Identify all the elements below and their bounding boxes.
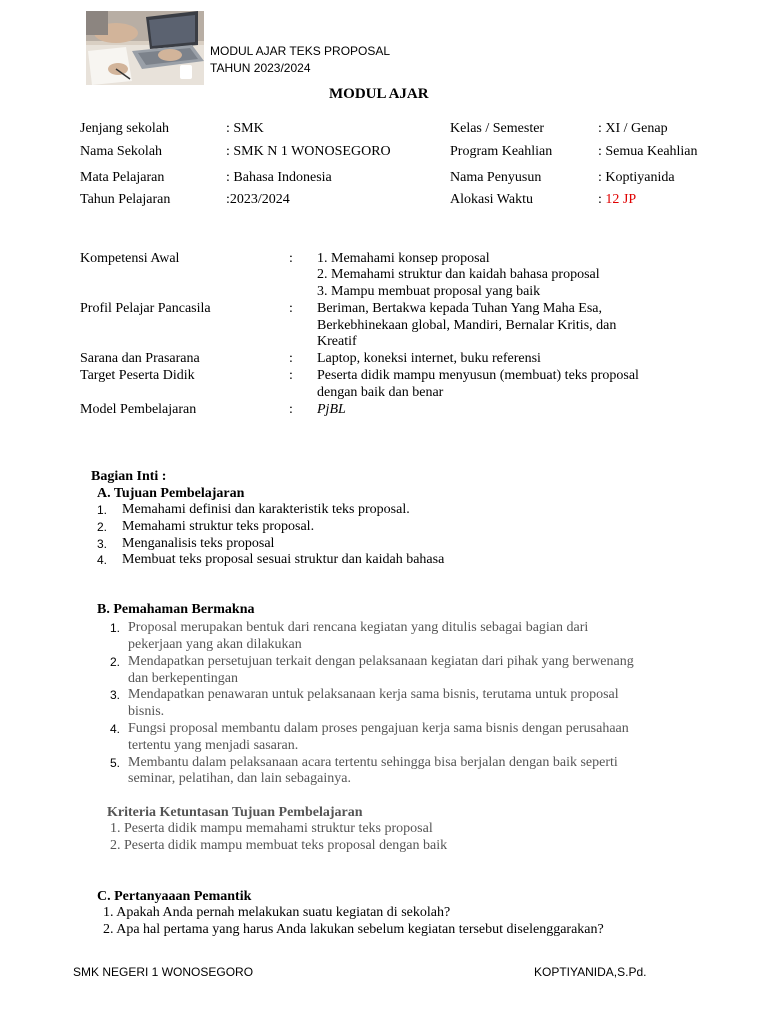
colon: : <box>289 251 293 266</box>
colon: : <box>289 351 293 366</box>
kompetensi-item: 2. Memahami struktur dan kaidah bahasa proposal <box>317 267 600 282</box>
model-label: Model Pembelajaran <box>80 402 197 417</box>
info-label: Program Keahlian <box>450 144 553 159</box>
kriteria-item: 2. Peserta didik mampu membuat teks proposal dengan baik <box>110 838 448 853</box>
list-number: 4. <box>97 553 108 567</box>
info-label: Mata Pelajaran <box>80 170 165 185</box>
kriteria-item: 1. Peserta didik mampu memahami struktur teks proposal <box>110 821 433 836</box>
info-label: Nama Sekolah <box>80 144 163 159</box>
target-line: dengan baik dan benar <box>317 385 444 400</box>
tujuan-item: Memahami struktur teks proposal. <box>122 519 315 534</box>
document-title: MODUL AJAR <box>329 86 429 102</box>
header-line-1: MODUL AJAR TEKS PROPOSAL <box>210 44 391 58</box>
pemahaman-item-line: tertentu yang menjadi sasaran. <box>128 738 299 753</box>
list-number: 2. <box>97 520 108 534</box>
profil-line: Berkebhinekaan global, Mandiri, Bernalar Kritis, dan <box>317 318 617 333</box>
list-number: 4. <box>110 722 121 736</box>
pemahaman-item-line: Proposal merupakan bentuk dari rencana kegiatan yang ditulis sebagai bagian dari <box>128 620 589 635</box>
sarana-value: Laptop, koneksi internet, buku referensi <box>317 351 541 366</box>
header-photo <box>86 11 204 85</box>
colon: : <box>289 402 293 417</box>
list-number: 2. <box>110 655 121 669</box>
footer-school: SMK NEGERI 1 WONOSEGORO <box>73 965 254 979</box>
pemahaman-item-line: seminar, pelatihan, dan lain sebagainya. <box>128 771 351 786</box>
profil-label: Profil Pelajar Pancasila <box>80 301 211 316</box>
pemahaman-item-line: Mendapatkan penawaran untuk pelaksanaan kerja sama bisnis, terutama untuk proposal <box>128 687 619 702</box>
info-label: Jenjang sekolah <box>80 121 170 136</box>
laptop-photo-illustration <box>86 11 204 85</box>
pemahaman-item-line: Fungsi proposal membantu dalam proses pengajuan kerja sama bisnis dengan perusahaan <box>128 721 629 736</box>
list-number: 1. <box>110 621 121 635</box>
pemahaman-item-line: bisnis. <box>128 704 165 719</box>
tujuan-item: Memahami definisi dan karakteristik teks proposal. <box>122 502 410 517</box>
bagian-inti-heading: Bagian Inti : <box>91 469 167 484</box>
header-line-2: TAHUN 2023/2024 <box>210 61 311 75</box>
info-label: Kelas / Semester <box>450 121 545 136</box>
pemahaman-item-line: dan berkepentingan <box>128 671 239 686</box>
colon: : <box>289 301 293 316</box>
tujuan-item: Membuat teks proposal sesuai struktur dan kaidah bahasa <box>122 552 445 567</box>
tujuan-item: Menganalisis teks proposal <box>122 536 275 551</box>
info-label: Tahun Pelajaran <box>80 192 171 207</box>
info-value: : Semua Keahlian <box>598 144 698 159</box>
list-number: 3. <box>97 537 108 551</box>
time-allocation: 12 JP <box>605 192 637 207</box>
target-label: Target Peserta Didik <box>80 368 195 383</box>
target-line: Peserta didik mampu menyusun (membuat) teks proposal <box>317 368 639 383</box>
info-value: : SMK <box>226 121 264 136</box>
info-value: :2023/2024 <box>226 192 290 207</box>
pemahaman-heading: B. Pemahaman Bermakna <box>97 602 255 617</box>
profil-line: Kreatif <box>317 334 357 349</box>
kriteria-heading: Kriteria Ketuntasan Tujuan Pembelajaran <box>107 805 363 820</box>
profil-line: Beriman, Bertakwa kepada Tuhan Yang Maha Esa, <box>317 301 603 316</box>
list-number: 1. <box>97 503 108 517</box>
colon: : <box>289 368 293 383</box>
info-value-time <box>598 192 636 208</box>
info-label: Alokasi Waktu <box>450 192 533 207</box>
pertanyaan-item: 1. Apakah Anda pernah melakukan suatu kegiatan di sekolah? <box>103 905 451 920</box>
pertanyaan-heading: C. Pertanyaaan Pemantik <box>97 889 252 904</box>
model-value: PjBL <box>317 402 346 417</box>
list-number: 5. <box>110 756 121 770</box>
pemahaman-item-line: pekerjaan yang akan dilakukan <box>128 637 302 652</box>
info-value: : XI / Genap <box>598 121 668 136</box>
sarana-label: Sarana dan Prasarana <box>80 351 200 366</box>
tujuan-heading: A. Tujuan Pembelajaran <box>97 486 245 501</box>
kompetensi-item: 1. Memahami konsep proposal <box>317 251 490 266</box>
info-value: : Koptiyanida <box>598 170 675 185</box>
list-number: 3. <box>110 688 121 702</box>
kompetensi-awal-label: Kompetensi Awal <box>80 251 180 266</box>
footer-author: KOPTIYANIDA,S.Pd. <box>534 965 647 979</box>
pemahaman-item-line: Mendapatkan persetujuan terkait dengan pelaksanaan kegiatan dari pihak yang berwenang <box>128 654 634 669</box>
info-label: Nama Penyusun <box>450 170 542 185</box>
info-value: : Bahasa Indonesia <box>226 170 332 185</box>
pemahaman-item-line: Membantu dalam pelaksanaan acara tertentu sehingga bisa berjalan dengan baik seperti <box>128 755 618 770</box>
kompetensi-item: 3. Mampu membuat proposal yang baik <box>317 284 541 299</box>
time-prefix: : <box>598 192 606 207</box>
pertanyaan-item: 2. Apa hal pertama yang harus Anda lakukan sebelum kegiatan tersebut diselenggarakan? <box>103 922 604 937</box>
info-value: : SMK N 1 WONOSEGORO <box>226 144 391 159</box>
